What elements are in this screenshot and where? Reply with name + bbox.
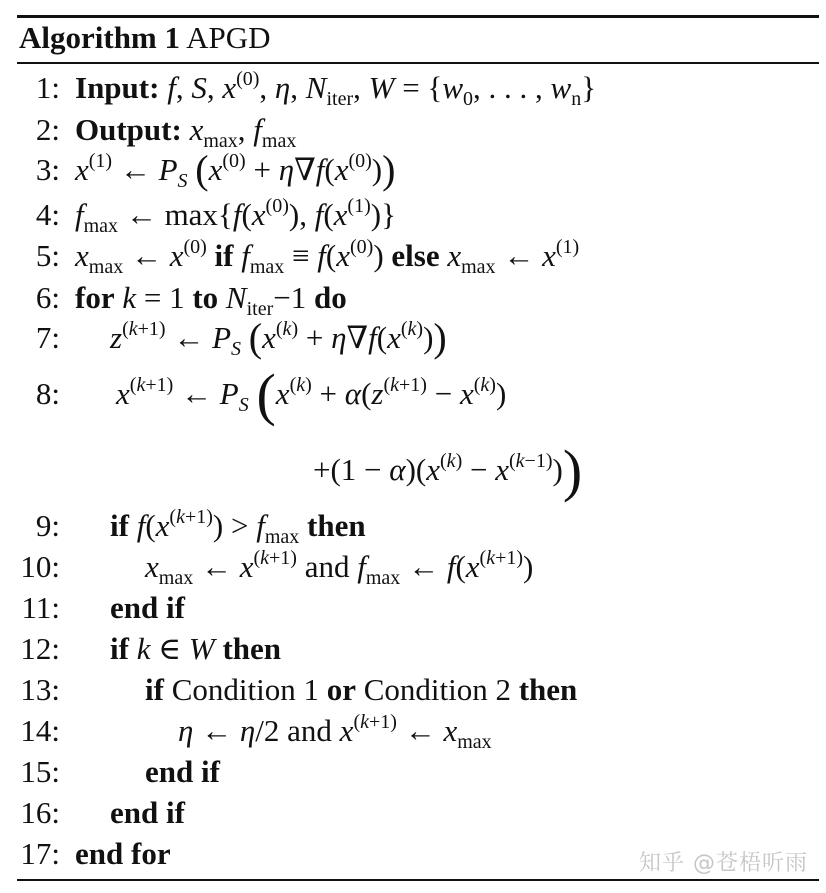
line-body: $x_{max}$ ← $x^{(0)}$ if $f_{max} \equiv f(x^{(0)})$ else $x_{max}$ ← $x^{(1)}$ (75, 236, 580, 278)
line-number: 2: (35, 112, 60, 147)
line-body: end if (145, 754, 220, 789)
line-number: 6: (35, 280, 60, 315)
line-body: $z^{(k+1)}$ ← $P_S$ $(x^{(k)} + \eta\nabla f(x^{(k)}))$ (110, 315, 447, 360)
line-number: 15: (20, 754, 60, 789)
line-number: 16: (20, 795, 60, 830)
algorithm-name: APGD (186, 20, 271, 55)
watermark-text: 知乎 @苍梧听雨 (639, 851, 808, 876)
line-number: 1: (35, 70, 60, 105)
keyword-output: Output: (75, 112, 182, 147)
line-body: end if (110, 590, 185, 625)
line-number: 12: (20, 631, 60, 666)
line-number: 13: (20, 672, 60, 707)
algorithm-title (19, 18, 270, 58)
line-number: 7: (35, 320, 60, 355)
line-body: if $f(x^{(k+1)}) > f_{max}$ then (110, 506, 366, 548)
line-number: 8: (35, 376, 60, 411)
line-body: $x_{max}$ ← $x^{(k+1)}$ and $f_{max}$ ← $f(x^{(k+1)})$ (145, 547, 534, 589)
line-body: if Condition 1 or Condition 2 then (145, 672, 578, 707)
line-body: end if (110, 795, 185, 830)
line-number: 4: (35, 197, 60, 232)
line-body: $x^{(k+1)}$ ← $P_S$ ($x^{(k)} + \alpha(z^{(k+1)} - x^{(k)})$ (116, 362, 507, 427)
line-number: 11: (21, 590, 60, 625)
bottom-rule (17, 879, 819, 881)
line-number: 5: (35, 238, 60, 273)
algorithm-label: Algorithm 1 (19, 20, 181, 55)
line-body: η ← η/2 and $x^{(k+1)}$ ← $x_{max}$ (178, 711, 492, 753)
line-body: $+(1 - \alpha)(x^{(k)} - x^{(k-1)})$) (313, 438, 583, 503)
line-body: $x^{(1)}$ ← $P_S$ $(x^{(0)} + \eta\nabla f(x^{(0)}))$ (75, 147, 396, 192)
line-body: $f_{max}$ ← $\max\{f(x^{(0)})$, $f(x^{(1)})$} (75, 195, 396, 237)
line-number: 9: (35, 508, 60, 543)
line-number: 14: (20, 713, 60, 748)
keyword-input: Input: (75, 70, 160, 105)
line-body: if k ∈ W then (110, 631, 282, 666)
line-body: Input: f, S, $x^{(0)}$, η, $N_{iter}$, $W = \{w_0$, . . . , $w_n$} (75, 68, 597, 110)
line-number: 17: (20, 836, 60, 871)
line-body: Output: $x_{max}$, $f_{max}$ (75, 112, 297, 152)
header-rule (17, 62, 819, 64)
line-number: 3: (35, 152, 60, 187)
line-number: 10: (20, 549, 60, 584)
line-body: end for (75, 836, 171, 871)
line-body: for k = 1 to $N_{iter}-1$ do (75, 280, 347, 320)
